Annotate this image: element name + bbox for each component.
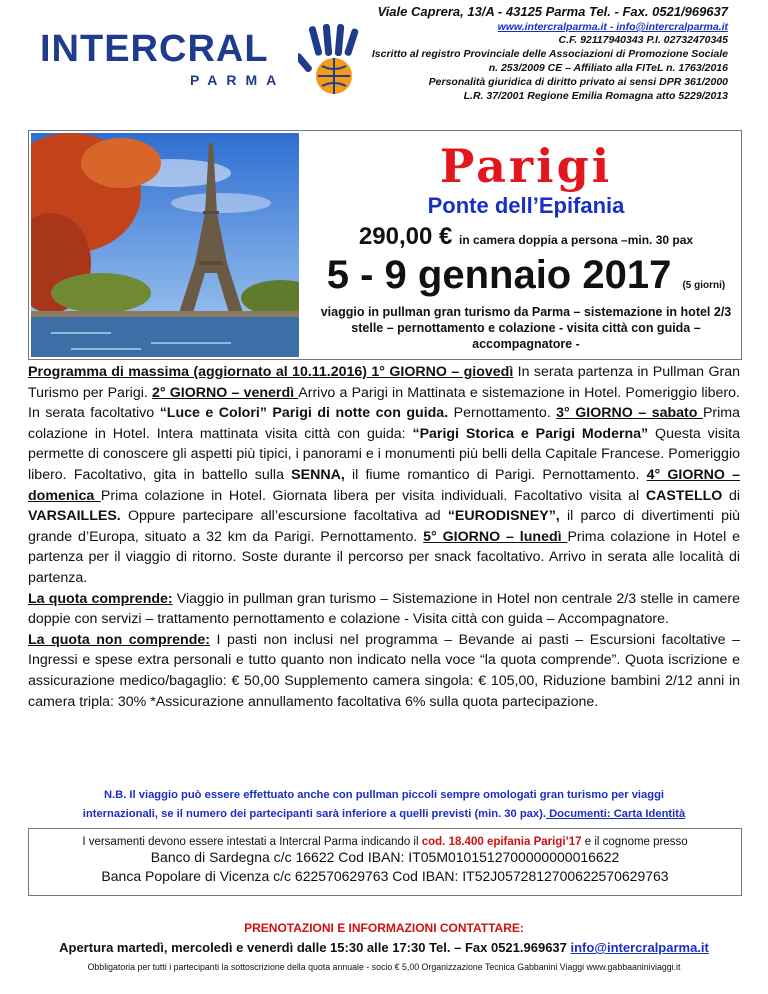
excluded-text: I pasti non inclusi nel programma – Bevande ai pasti – Escursioni facoltative – Ingressi e spese extra personali e tutto quanto non indicato nella voce “la quota comprende”. Quota iscrizione e assicurazione medico/bagaglio: € 50,00 Supplemento camera singola: € 105,00, Riduzione bambini 2/12 anni in camera tripla: 30% *Assicurazione annullamento facoltativa 6% sulla quota partecipazione. [28, 631, 740, 710]
day2-highlight: “Luce e Colori” Parigi di notte con guida. [159, 405, 449, 422]
nb-line-1: N.B. Il viaggio può essere effettuato anche con pullman piccoli sempre omologati gran turismo per viaggi [103, 789, 665, 801]
excluded-heading: La quota non comprende: [28, 631, 210, 648]
day3-highlight: “Parigi Storica e Parigi Moderna” [412, 425, 649, 442]
organization-info [368, 4, 728, 103]
day1-text: In serata partenza in Pullman Gran Turismo per Parigi. [28, 364, 740, 401]
payment-box [28, 828, 742, 896]
included-heading: La quota comprende: [28, 590, 173, 607]
day4-option: Oppure partecipare all’escursione facoltativa ad [120, 508, 448, 525]
day4-of: di [722, 487, 740, 504]
trip-dates: 5 - 9 gennaio 2017 [326, 253, 672, 297]
trip-dates-line [314, 253, 738, 298]
price-note: in camera doppia a persona –min. 30 pax [459, 233, 694, 247]
day4-versailles: VARSAILLES. [28, 508, 121, 525]
logo-wordmark: INTERCRAL [40, 28, 269, 70]
bank-vicenza: Banca Popolare di Vicenza c/c 622570629763 Cod IBAN: IT52J0572812700622570629763 [101, 868, 669, 884]
hand-globe-icon [298, 24, 372, 98]
payment-intro-a: I versamenti devono essere intestati a Intercral Parma indicando il [82, 836, 422, 848]
org-legal-status: Personalità giuridica di diritto privato ai sensi DPR 361/2000 [428, 76, 728, 88]
day4-text: Prima colazione in Hotel. Giornata libera per visita individuali. Facoltativo visita al [100, 487, 646, 504]
day3-text: Prima colazione in Hotel. Intera mattinata visita città con guida: [28, 405, 741, 442]
day4-castle: CASTELLO [645, 487, 723, 504]
opening-hours-text: Apertura martedì, mercoledì e venerdì dalle 15:30 alle 17:30 Tel. – Fax 0521.969637 [59, 940, 571, 955]
day3-description: Questa visita permette di conoscere gli aspetti più tipici, i panorami e i monumenti più belli della Capitale Francese. Pomeriggio libero. Facoltativo, gita in battello sulla [28, 425, 740, 483]
logo-subtitle: PARMA [190, 72, 286, 88]
included-text: Viaggio in pullman gran turismo – Sistemazione in Hotel non centrale 2/3 stelle in camere doppie con servizi – trattamento pernottamento e colazione - Visita città con guida – Accompagnatore. [28, 590, 740, 628]
title-box [28, 130, 742, 360]
day4-heading: 4° GIORNO – domenica [28, 466, 740, 504]
payment-intro-b: e il cognome presso [581, 836, 688, 848]
day2-text: Arrivo a Parigi in Mattinata e sistemazione in Hotel. Pomeriggio libero. In serata facoltativo [28, 384, 740, 422]
bank-sardegna: Banco di Sardegna c/c 16622 Cod IBAN: IT05M0101512700000000016622 [150, 849, 620, 865]
nb-note [28, 786, 740, 824]
day4-end: il parco di divertimenti più grande d’Europa, situato a 32 km da Parigi. Pernottamento. [28, 508, 741, 545]
footnote: Obbligatoria per tutti i partecipanti la sottoscrizione della quota annuale - socio € 5,00 Organizzazione Tecnica Gabbanini Viaggi www.gabbaaniniviaggi.it [87, 962, 681, 972]
day4-eurodisney: “EURODISNEY”, [447, 508, 560, 525]
org-website-link[interactable]: www.intercralparma.it - info@intercralparma.it [497, 21, 728, 33]
day2-heading: 2° GIORNO – venerdì [152, 384, 299, 401]
program-text [28, 362, 740, 712]
day3-end: il fiume romantico di Parigi. Pernottamento. [344, 466, 647, 483]
org-regional-act: L.R. 37/2001 Regione Emilia Romagna atto 5229/2013 [463, 90, 728, 102]
event-subtitle: Ponte dell’Epifania [427, 193, 625, 218]
org-address: Viale Caprera, 13/A - 43125 Parma Tel. - Fax. 0521/969637 [377, 4, 728, 19]
day3-river: SENNA, [291, 466, 345, 483]
nb-participants: internazionali, se il numero dei partecipanti sarà inferiore a quelli previsti (min. 30 pax). [82, 808, 546, 820]
day3-heading: 3° GIORNO – sabato [556, 405, 703, 422]
trip-summary: viaggio in pullman gran turismo da Parma – sistemazione in hotel 2/3 stelle – pernottamento e colazione - visita città con guida – accompagnatore - [320, 305, 732, 351]
opening-hours [20, 940, 748, 955]
nb-documents: Documenti: Carta Identità [545, 808, 686, 820]
price-line [314, 223, 738, 251]
price-value: 290,00 € [358, 223, 453, 250]
destination-title: Parigi [439, 139, 613, 193]
intercral-logo [40, 28, 370, 98]
day5-text: Prima colazione in Hotel e partenza per il viaggio di ritorno. Soste durante il percorso per snack facoltativo. Arrivo in serata alle località di partenza. [28, 528, 740, 586]
day5-heading: 5° GIORNO – lunedì [423, 528, 568, 545]
booking-heading: PRENOTAZIONI E INFORMAZIONI CONTATTARE: [244, 921, 524, 935]
title-panel [314, 131, 738, 352]
program-heading: Programma di massima (aggiornato al 10.11.2016) 1° GIORNO – giovedì [28, 364, 514, 380]
org-fiscal-code: C.F. 92117940343 P.I. 02732470345 [558, 34, 728, 46]
trip-duration: (5 giorni) [682, 280, 726, 291]
payment-code: cod. 18.400 epifania Parigi’17 [421, 836, 582, 848]
eiffel-tower-photo [31, 133, 299, 357]
email-link[interactable]: info@intercralparma.it [570, 940, 709, 955]
nb-line-2 [28, 805, 740, 824]
day2-end: Pernottamento. [448, 405, 557, 422]
org-registry-number: n. 253/2009 CE – Affiliato alla FITeL n. 1763/2016 [488, 62, 728, 74]
payment-intro [29, 836, 741, 848]
org-registry: Iscritto al registro Provinciale delle Associazioni di Promozione Sociale [371, 48, 728, 60]
